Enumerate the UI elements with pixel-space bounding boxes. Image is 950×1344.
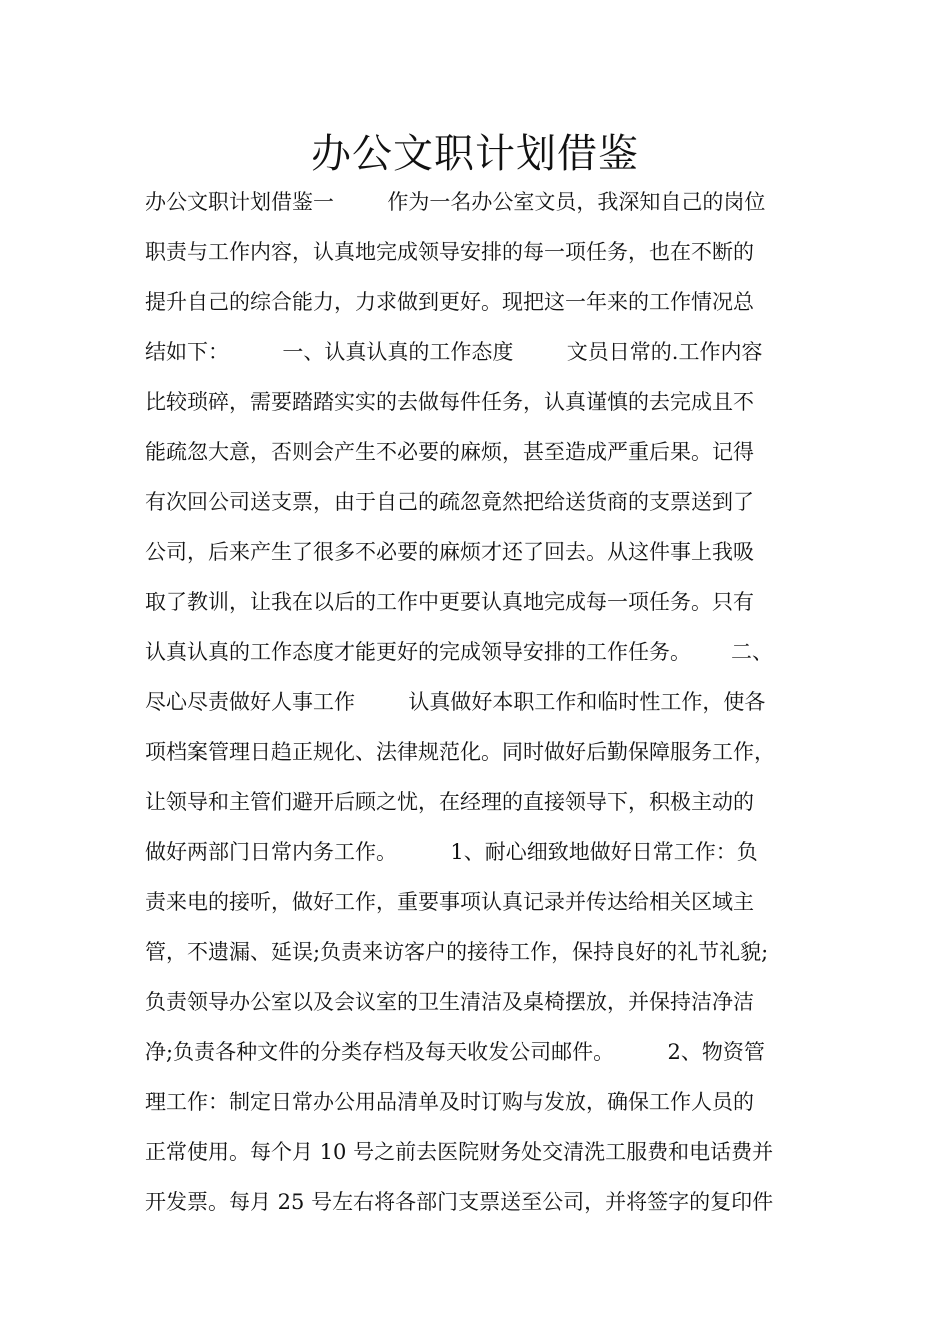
body-line: 责来电的接听，做好工作，重要事项认真记录并传达给相关区域主: [145, 890, 754, 914]
body-line: 管，不遗漏、延误;负责来访客户的接待工作，保持良好的礼节礼貌;: [145, 940, 769, 964]
body-line: 结如下： 一、认真认真的工作态度 文员日常的.工作内容: [145, 340, 763, 364]
body-line: 认真认真的工作态度才能更好的完成领导安排的工作任务。 二、: [145, 640, 774, 664]
document-title: 办公文职计划借鉴: [311, 131, 639, 177]
body-line: 职责与工作内容，认真地完成领导安排的每一项任务，也在不断的: [145, 240, 754, 264]
body-line: 公司，后来产生了很多不必要的麻烦才还了回去。从这件事上我吸: [145, 540, 754, 564]
body-line: 做好两部门日常内务工作。 1、耐心细致地做好日常工作：负: [145, 840, 758, 864]
body-line: 开发票。每月 25 号左右将各部门支票送至公司，并将签字的复印件: [145, 1190, 774, 1214]
body-line: 比较琐碎，需要踏踏实实的去做每件任务，认真谨慎的去完成且不: [145, 390, 754, 414]
body-line: 正常使用。每个月 10 号之前去医院财务处交清洗工服费和电话费并: [145, 1140, 774, 1164]
body-line: 有次回公司送支票，由于自己的疏忽竟然把给送货商的支票送到了: [145, 490, 754, 514]
body-line: 让领导和主管们避开后顾之忧，在经理的直接领导下，积极主动的: [145, 790, 754, 814]
body-line: 尽心尽责做好人事工作 认真做好本职工作和临时性工作，使各: [145, 690, 766, 714]
body-line: 项档案管理日趋正规化、法律规范化。同时做好后勤保障服务工作，: [145, 740, 775, 764]
body-line: 提升自己的综合能力，力求做到更好。现把这一年来的工作情况总: [145, 290, 754, 314]
body-line: 取了教训，让我在以后的工作中更要认真地完成每一项任务。只有: [145, 590, 754, 614]
body-line: 负责领导办公室以及会议室的卫生清洁及桌椅摆放，并保持洁净洁: [145, 990, 754, 1014]
body-line: 能疏忽大意，否则会产生不必要的麻烦，甚至造成严重后果。记得: [145, 440, 754, 464]
body-line: 理工作：制定日常办公用品清单及时订购与发放，确保工作人员的: [145, 1090, 754, 1114]
body-line: 办公文职计划借鉴一 作为一名办公室文员，我深知自己的岗位: [145, 190, 766, 214]
body-line: 净;负责各种文件的分类存档及每天收发公司邮件。 2、物资管: [145, 1040, 765, 1064]
document-body: [145, 177, 825, 1227]
